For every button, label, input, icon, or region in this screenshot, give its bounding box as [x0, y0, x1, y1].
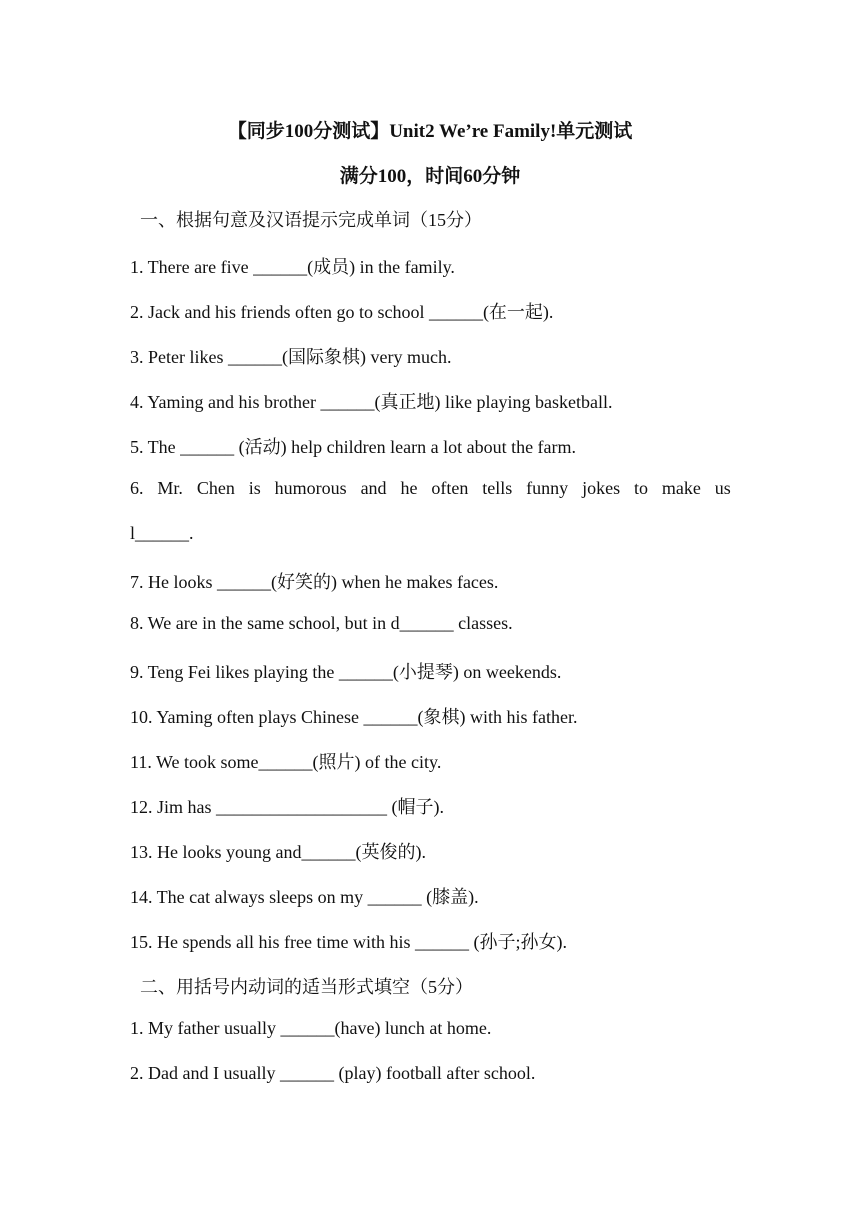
- question-item: 2. Jack and his friends often go to school ______(在一起).: [130, 302, 554, 322]
- question-word: to: [633, 478, 648, 498]
- document-subtitle: 满分100，时间60分钟: [339, 166, 521, 187]
- question-word: Chen: [196, 478, 235, 498]
- question-item: 5. The ______ (活动) help children learn a lot about the farm.: [130, 437, 577, 457]
- question-item: 7. He looks ______(好笑的) when he makes faces.: [130, 572, 499, 592]
- question-item-justified: [130, 478, 731, 499]
- question-item: 2. Dad and I usually ______ (play) football after school.: [130, 1063, 536, 1083]
- question-item: 1. There are five ______(成员) in the family.: [130, 257, 455, 277]
- question-item: 3. Peter likes ______(国际象棋) very much.: [130, 347, 452, 367]
- question-word: humorous: [274, 478, 347, 498]
- question-word: make: [661, 478, 701, 498]
- question-word: 6.: [130, 478, 144, 498]
- question-word: he: [400, 478, 418, 498]
- section-heading: 二、用括号内动词的适当形式填空（5分）: [140, 977, 473, 997]
- question-item-continuation: l______.: [130, 523, 194, 543]
- question-word: and: [360, 478, 387, 498]
- question-item: 12. Jim has ___________________ (帽子).: [130, 797, 444, 817]
- section-heading: 一、根据句意及汉语提示完成单词（15分）: [140, 210, 482, 230]
- question-word: us: [714, 478, 731, 498]
- question-word: funny: [526, 478, 569, 498]
- question-item: 1. My father usually ______(have) lunch at home.: [130, 1018, 492, 1038]
- question-word: tells: [482, 478, 513, 498]
- question-item: 11. We took some______(照片) of the city.: [130, 752, 442, 772]
- question-item: 8. We are in the same school, but in d______ classes.: [130, 613, 513, 633]
- question-item: 13. He looks young and______(英俊的).: [130, 842, 426, 862]
- question-word: Mr.: [157, 478, 183, 498]
- question-item: 9. Teng Fei likes playing the ______(小提琴) on weekends.: [130, 662, 562, 682]
- question-item: 15. He spends all his free time with his ______ (孙子;孙女).: [130, 932, 567, 952]
- question-word: is: [248, 478, 261, 498]
- question-item: 14. The cat always sleeps on my ______ (膝盖).: [130, 887, 479, 907]
- question-word: often: [431, 478, 469, 498]
- question-word: jokes: [582, 478, 621, 498]
- question-item: 10. Yaming often plays Chinese ______(象棋) with his father.: [130, 707, 578, 727]
- question-item: 4. Yaming and his brother ______(真正地) like playing basketball.: [130, 392, 613, 412]
- document-title: 【同步100分测试】Unit2 We’re Family!单元测试: [227, 121, 633, 142]
